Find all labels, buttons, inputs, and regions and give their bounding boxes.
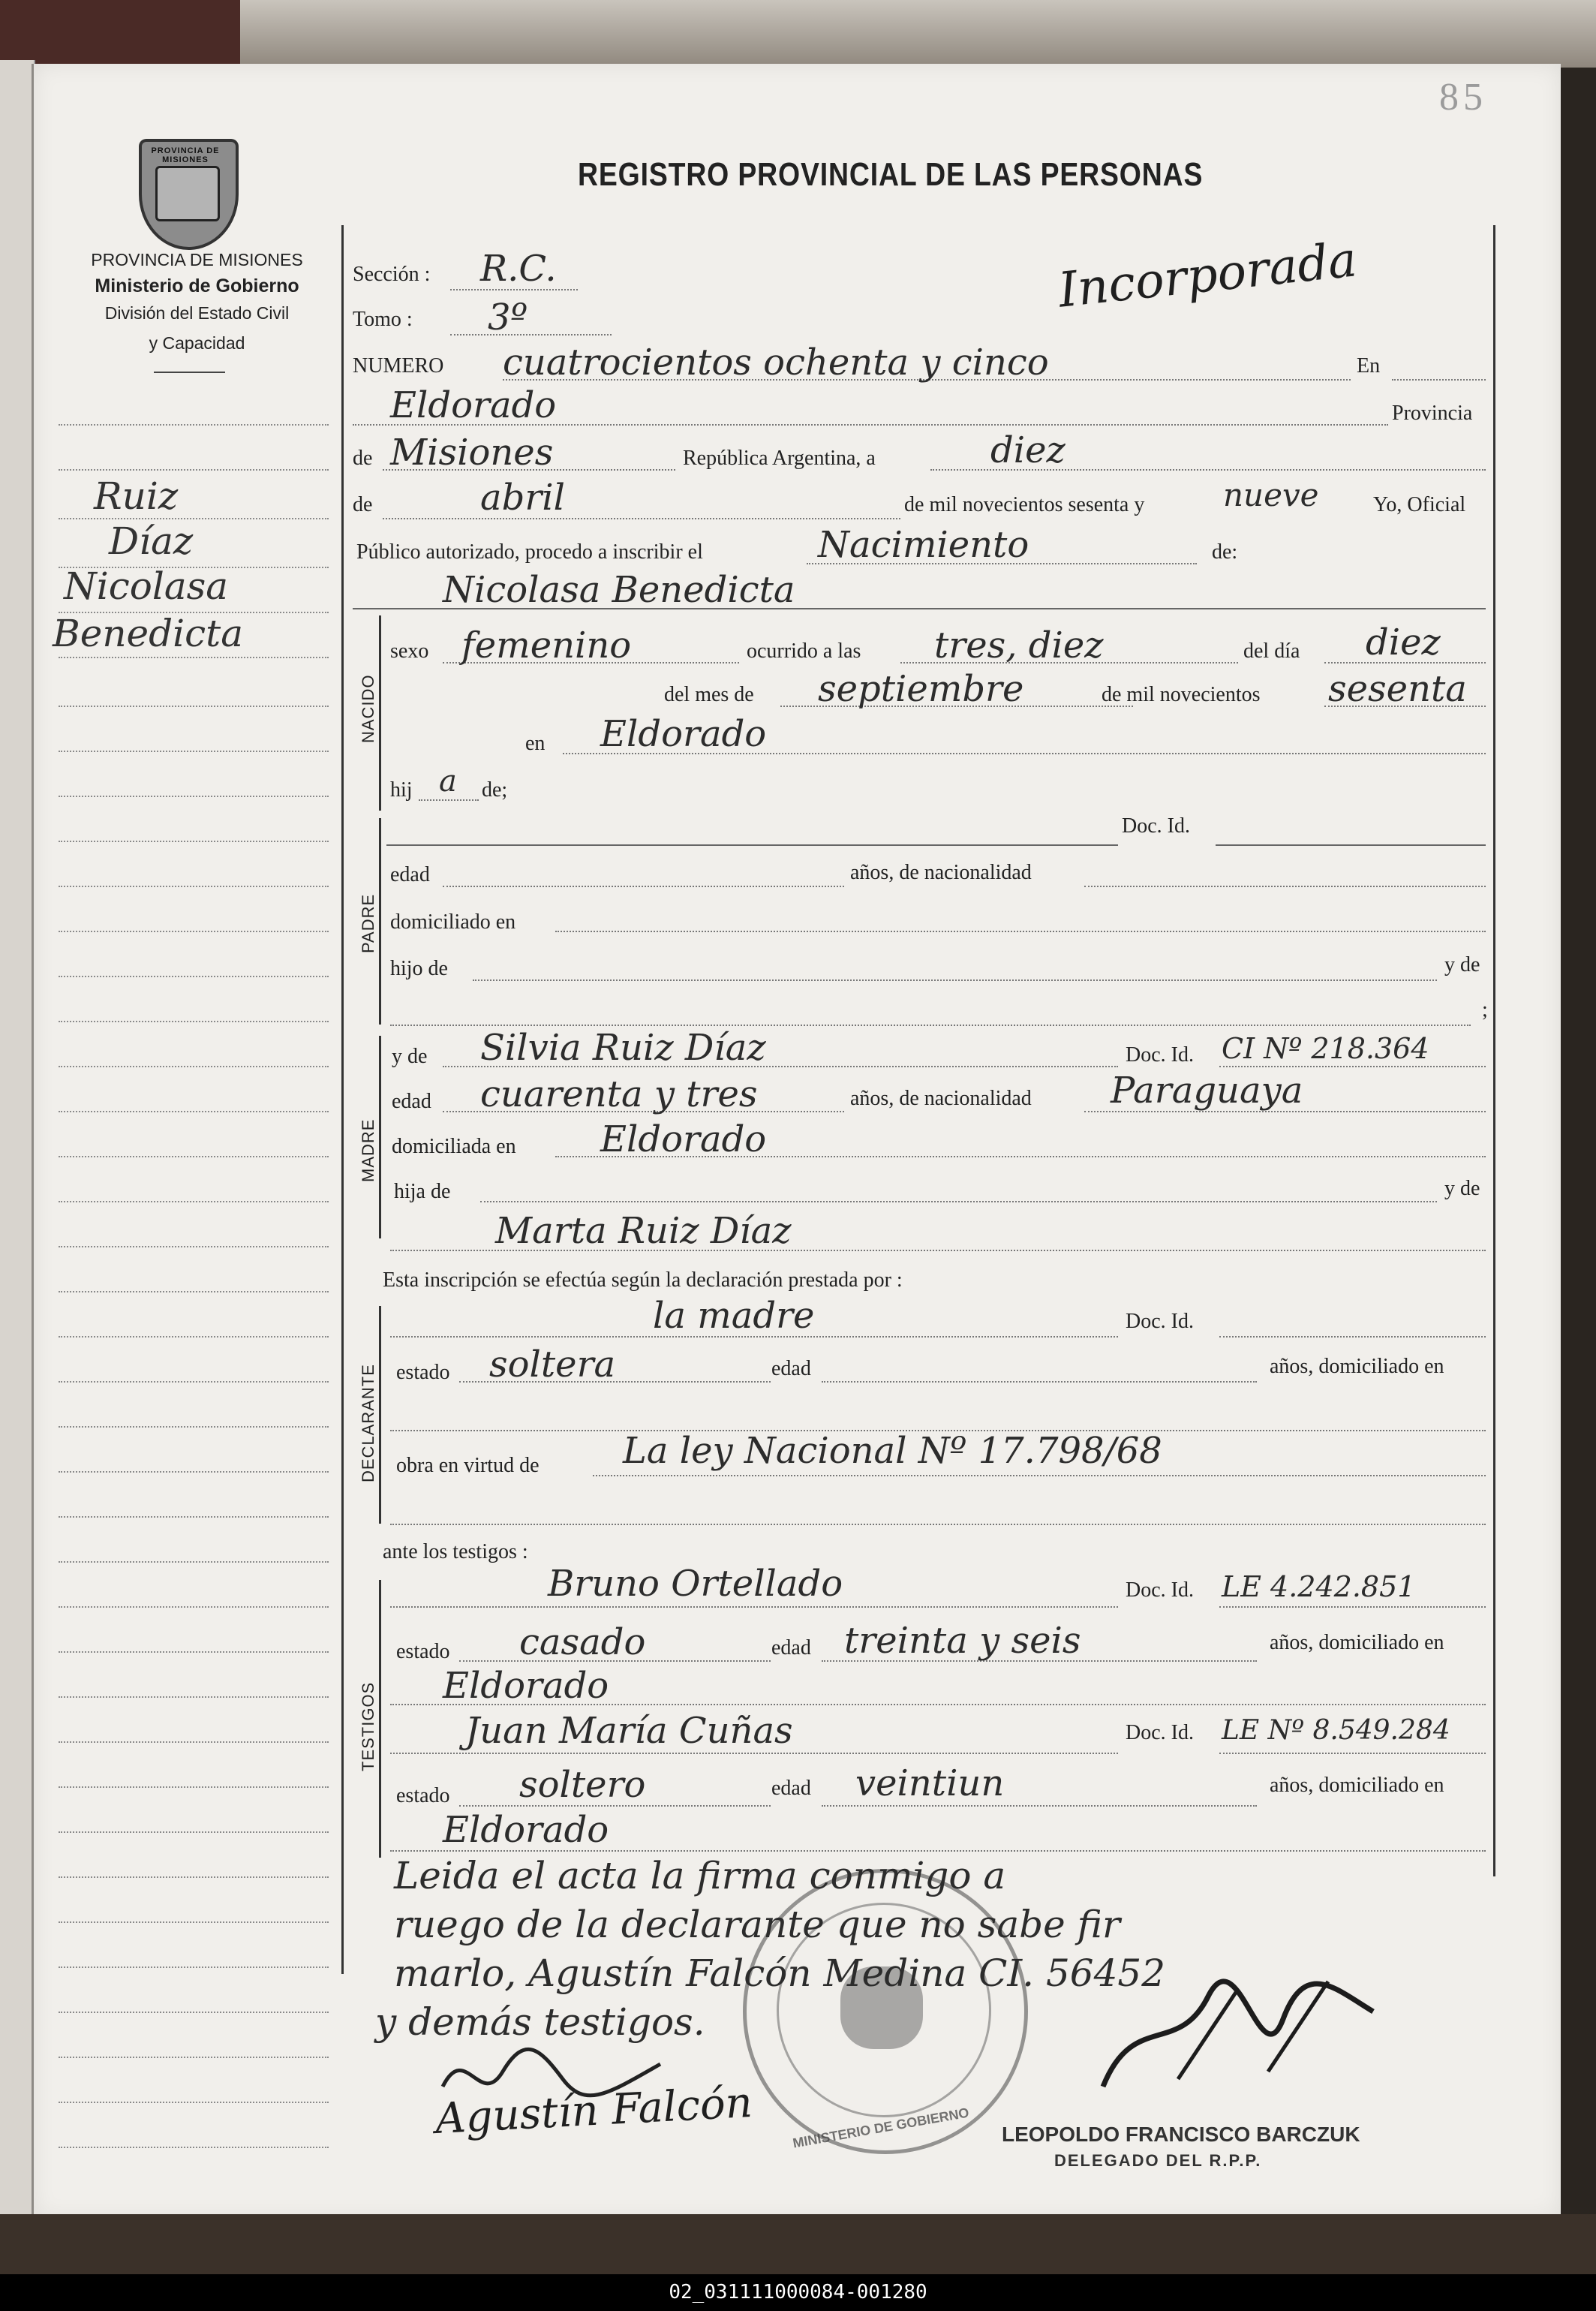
status-mark: Incorporada xyxy=(1056,232,1360,319)
sexo-value: femenino xyxy=(461,624,632,667)
testigo2-edad-value: veintiun xyxy=(855,1762,1005,1804)
declarante-section-label: DECLARANTE xyxy=(359,1364,377,1482)
declarante-estado-value: soltera xyxy=(489,1344,616,1386)
padre-yde-label: y de xyxy=(1444,953,1480,976)
official-signature xyxy=(1088,1966,1388,2102)
declarante-estado-label: estado xyxy=(396,1361,450,1384)
obra-label: obra en virtud de xyxy=(396,1454,540,1477)
institution-capacity: y Capacidad xyxy=(149,333,245,353)
sexo-label: sexo xyxy=(390,639,429,663)
de3-label: de: xyxy=(1212,540,1238,564)
witness-signature: Agustín Falcón xyxy=(434,2078,754,2144)
seccion-value: R.C. xyxy=(480,248,557,290)
padre-domicilio-label: domiciliado en xyxy=(390,910,516,934)
padre-hijo-label: hijo de xyxy=(390,957,448,980)
nacido-en-label: en xyxy=(525,732,546,755)
lugar-value: Eldorado xyxy=(390,384,557,426)
madre-hija-label: hija de xyxy=(394,1180,451,1203)
institution-province: PROVINCIA DE MISIONES xyxy=(91,250,303,269)
official-title: DELEGADO DEL R.P.P. xyxy=(1054,2151,1262,2170)
mil-label: de mil novecientos xyxy=(1102,683,1261,706)
testigo1-domicilio-value: Eldorado xyxy=(443,1665,609,1707)
nacido-mes-value: septiembre xyxy=(818,668,1024,710)
signature-scribble-1 xyxy=(435,2027,675,2117)
mes-value: abril xyxy=(480,477,565,519)
margin-name-line-4: Benedicta xyxy=(53,612,244,655)
province-seal-icon xyxy=(139,139,239,250)
hora-value: tres, diez xyxy=(934,624,1104,667)
acto-value: Nacimiento xyxy=(818,524,1029,566)
provincia-label: Provincia xyxy=(1392,402,1473,425)
republica-label: República Argentina, a xyxy=(683,447,876,470)
yo-label: Yo, Oficial xyxy=(1373,493,1466,516)
facing-page-edge xyxy=(0,60,35,2222)
madre-yde2-label: y de xyxy=(1444,1177,1480,1200)
testigo1-edad-value: treinta y seis xyxy=(844,1620,1081,1662)
closing-line-4: y demás testigos. xyxy=(375,2000,705,2044)
testigo1-doc-value: LE 4.242.851 xyxy=(1222,1570,1416,1603)
padre-section-label: PADRE xyxy=(359,893,377,953)
testigo2-nombre-value: Juan María Cuñas xyxy=(465,1710,793,1752)
official-name: LEOPOLDO FRANCISCO BARCZUK xyxy=(1002,2123,1360,2146)
del-mes-label: del mes de xyxy=(664,683,754,706)
madre-nombre-value: Silvia Ruiz Díaz xyxy=(480,1027,766,1069)
hij-de-label: de; xyxy=(482,778,508,802)
madre-nacionalidad-value: Paraguaya xyxy=(1111,1070,1303,1112)
numero-value: cuatrocientos ochenta y cinco xyxy=(503,342,1049,384)
nacido-dia-value: diez xyxy=(1366,621,1441,664)
closing-line-1: Leida el acta la firma conmigo a xyxy=(394,1854,1006,1897)
closing-line-3: marlo, Agustín Falcón Medina CI. 56452 xyxy=(394,1951,1166,1995)
de-label: de xyxy=(353,447,373,470)
declarante-domicilio-label: años, domiciliado en xyxy=(1270,1355,1444,1378)
hij-label: hij xyxy=(390,778,413,802)
padre-nacionalidad-label: años, de nacionalidad xyxy=(850,861,1032,884)
institution-ministry: Ministerio de Gobierno xyxy=(95,275,299,296)
right-border xyxy=(1493,225,1495,1876)
declaracion-intro-label: Esta inscripción se efectúa según la declaración prestada por : xyxy=(383,1268,903,1292)
testigo2-domicilio-value: Eldorado xyxy=(443,1809,609,1851)
madre-edad-label: edad xyxy=(392,1090,431,1113)
madre-yde-label: y de xyxy=(392,1045,428,1068)
seccion-label: Sección : xyxy=(353,263,431,286)
background-bottom xyxy=(0,2214,1596,2274)
testigo1-estado-label: estado xyxy=(396,1640,450,1663)
nacido-lugar-value: Eldorado xyxy=(600,713,767,755)
hij-value: a xyxy=(439,764,457,799)
ocurrido-label: ocurrido a las xyxy=(747,639,861,663)
madre-nacionalidad-label: años, de nacionalidad xyxy=(850,1087,1032,1110)
testigo2-doc-label: Doc. Id. xyxy=(1126,1721,1194,1744)
anio-label: de mil novecientos sesenta y xyxy=(904,493,1145,516)
testigo1-domicilio-label: años, domiciliado en xyxy=(1270,1631,1444,1654)
anio-value: nueve xyxy=(1223,477,1319,513)
padre-doc-label: Doc. Id. xyxy=(1122,814,1190,838)
margin-name-line-3: Nicolasa xyxy=(64,564,229,608)
book-binding xyxy=(0,0,240,71)
madre-madre-value: Marta Ruiz Díaz xyxy=(495,1210,792,1252)
nacido-section-label: NACIDO xyxy=(359,674,377,743)
institution-rule xyxy=(154,372,225,373)
padre-edad-label: edad xyxy=(390,863,430,886)
tomo-label: Tomo : xyxy=(353,308,413,331)
madre-edad-value: cuarenta y tres xyxy=(480,1073,758,1115)
declarante-edad-label: edad xyxy=(771,1357,811,1380)
testigo1-doc-label: Doc. Id. xyxy=(1126,1578,1194,1602)
madre-doc-label: Doc. Id. xyxy=(1126,1043,1194,1067)
page-title: REGISTRO PROVINCIAL DE LAS PERSONAS xyxy=(578,156,1204,193)
testigo2-estado-label: estado xyxy=(396,1784,450,1807)
testigo2-doc-value: LE Nº 8.549.284 xyxy=(1222,1715,1450,1746)
tomo-value: 3º xyxy=(488,296,528,339)
testigo1-estado-value: casado xyxy=(519,1621,646,1663)
nacido-anio-value: sesenta xyxy=(1328,668,1467,710)
seal-emblem xyxy=(155,166,220,221)
document-id-footer: 02_031111000084-001280 xyxy=(0,2274,1596,2311)
madre-doc-value: CI Nº 218.364 xyxy=(1222,1032,1429,1065)
en-label: En xyxy=(1357,354,1381,378)
margin-name-line-1: Ruiz xyxy=(94,474,179,518)
provincia-value: Misiones xyxy=(390,432,554,474)
madre-domicilio-value: Eldorado xyxy=(600,1118,767,1160)
madre-section-label: MADRE xyxy=(359,1118,377,1182)
testigo2-domicilio-label: años, domiciliado en xyxy=(1270,1774,1444,1797)
obra-value: La ley Nacional Nº 17.798/68 xyxy=(623,1430,1162,1472)
declarante-nombre-value: la madre xyxy=(653,1295,815,1337)
numero-label: NUMERO xyxy=(353,354,444,378)
margin-name-line-2: Díaz xyxy=(109,519,194,563)
stamp-text: MINISTERIO DE GOBIERNO xyxy=(791,2105,970,2151)
publico-label: Público autorizado, procedo a inscribir el xyxy=(356,540,703,564)
institution-division: División del Estado Civil xyxy=(104,303,290,323)
padre-semicolon: ; xyxy=(1482,998,1488,1022)
testigos-intro-label: ante los testigos : xyxy=(383,1540,528,1563)
testigo2-edad-label: edad xyxy=(771,1777,811,1800)
del-dia-label: del día xyxy=(1243,639,1300,663)
margin-divider xyxy=(341,225,344,1974)
testigo1-edad-label: edad xyxy=(771,1636,811,1660)
madre-domicilio-label: domiciliada en xyxy=(392,1135,516,1158)
dia-value: diez xyxy=(990,429,1066,471)
seal-text: PROVINCIA DE MISIONES xyxy=(151,146,220,164)
page-number: 85 xyxy=(1439,76,1487,119)
testigo2-estado-value: soltero xyxy=(519,1764,646,1806)
testigos-section-label: TESTIGOS xyxy=(359,1681,377,1771)
nombre-value: Nicolasa Benedicta xyxy=(443,569,795,611)
declarante-doc-label: Doc. Id. xyxy=(1126,1310,1194,1333)
de2-label: de xyxy=(353,493,373,516)
testigo1-nombre-value: Bruno Ortellado xyxy=(548,1563,843,1605)
closing-line-2: ruego de la declarante que no sabe fir xyxy=(394,1903,1120,1946)
